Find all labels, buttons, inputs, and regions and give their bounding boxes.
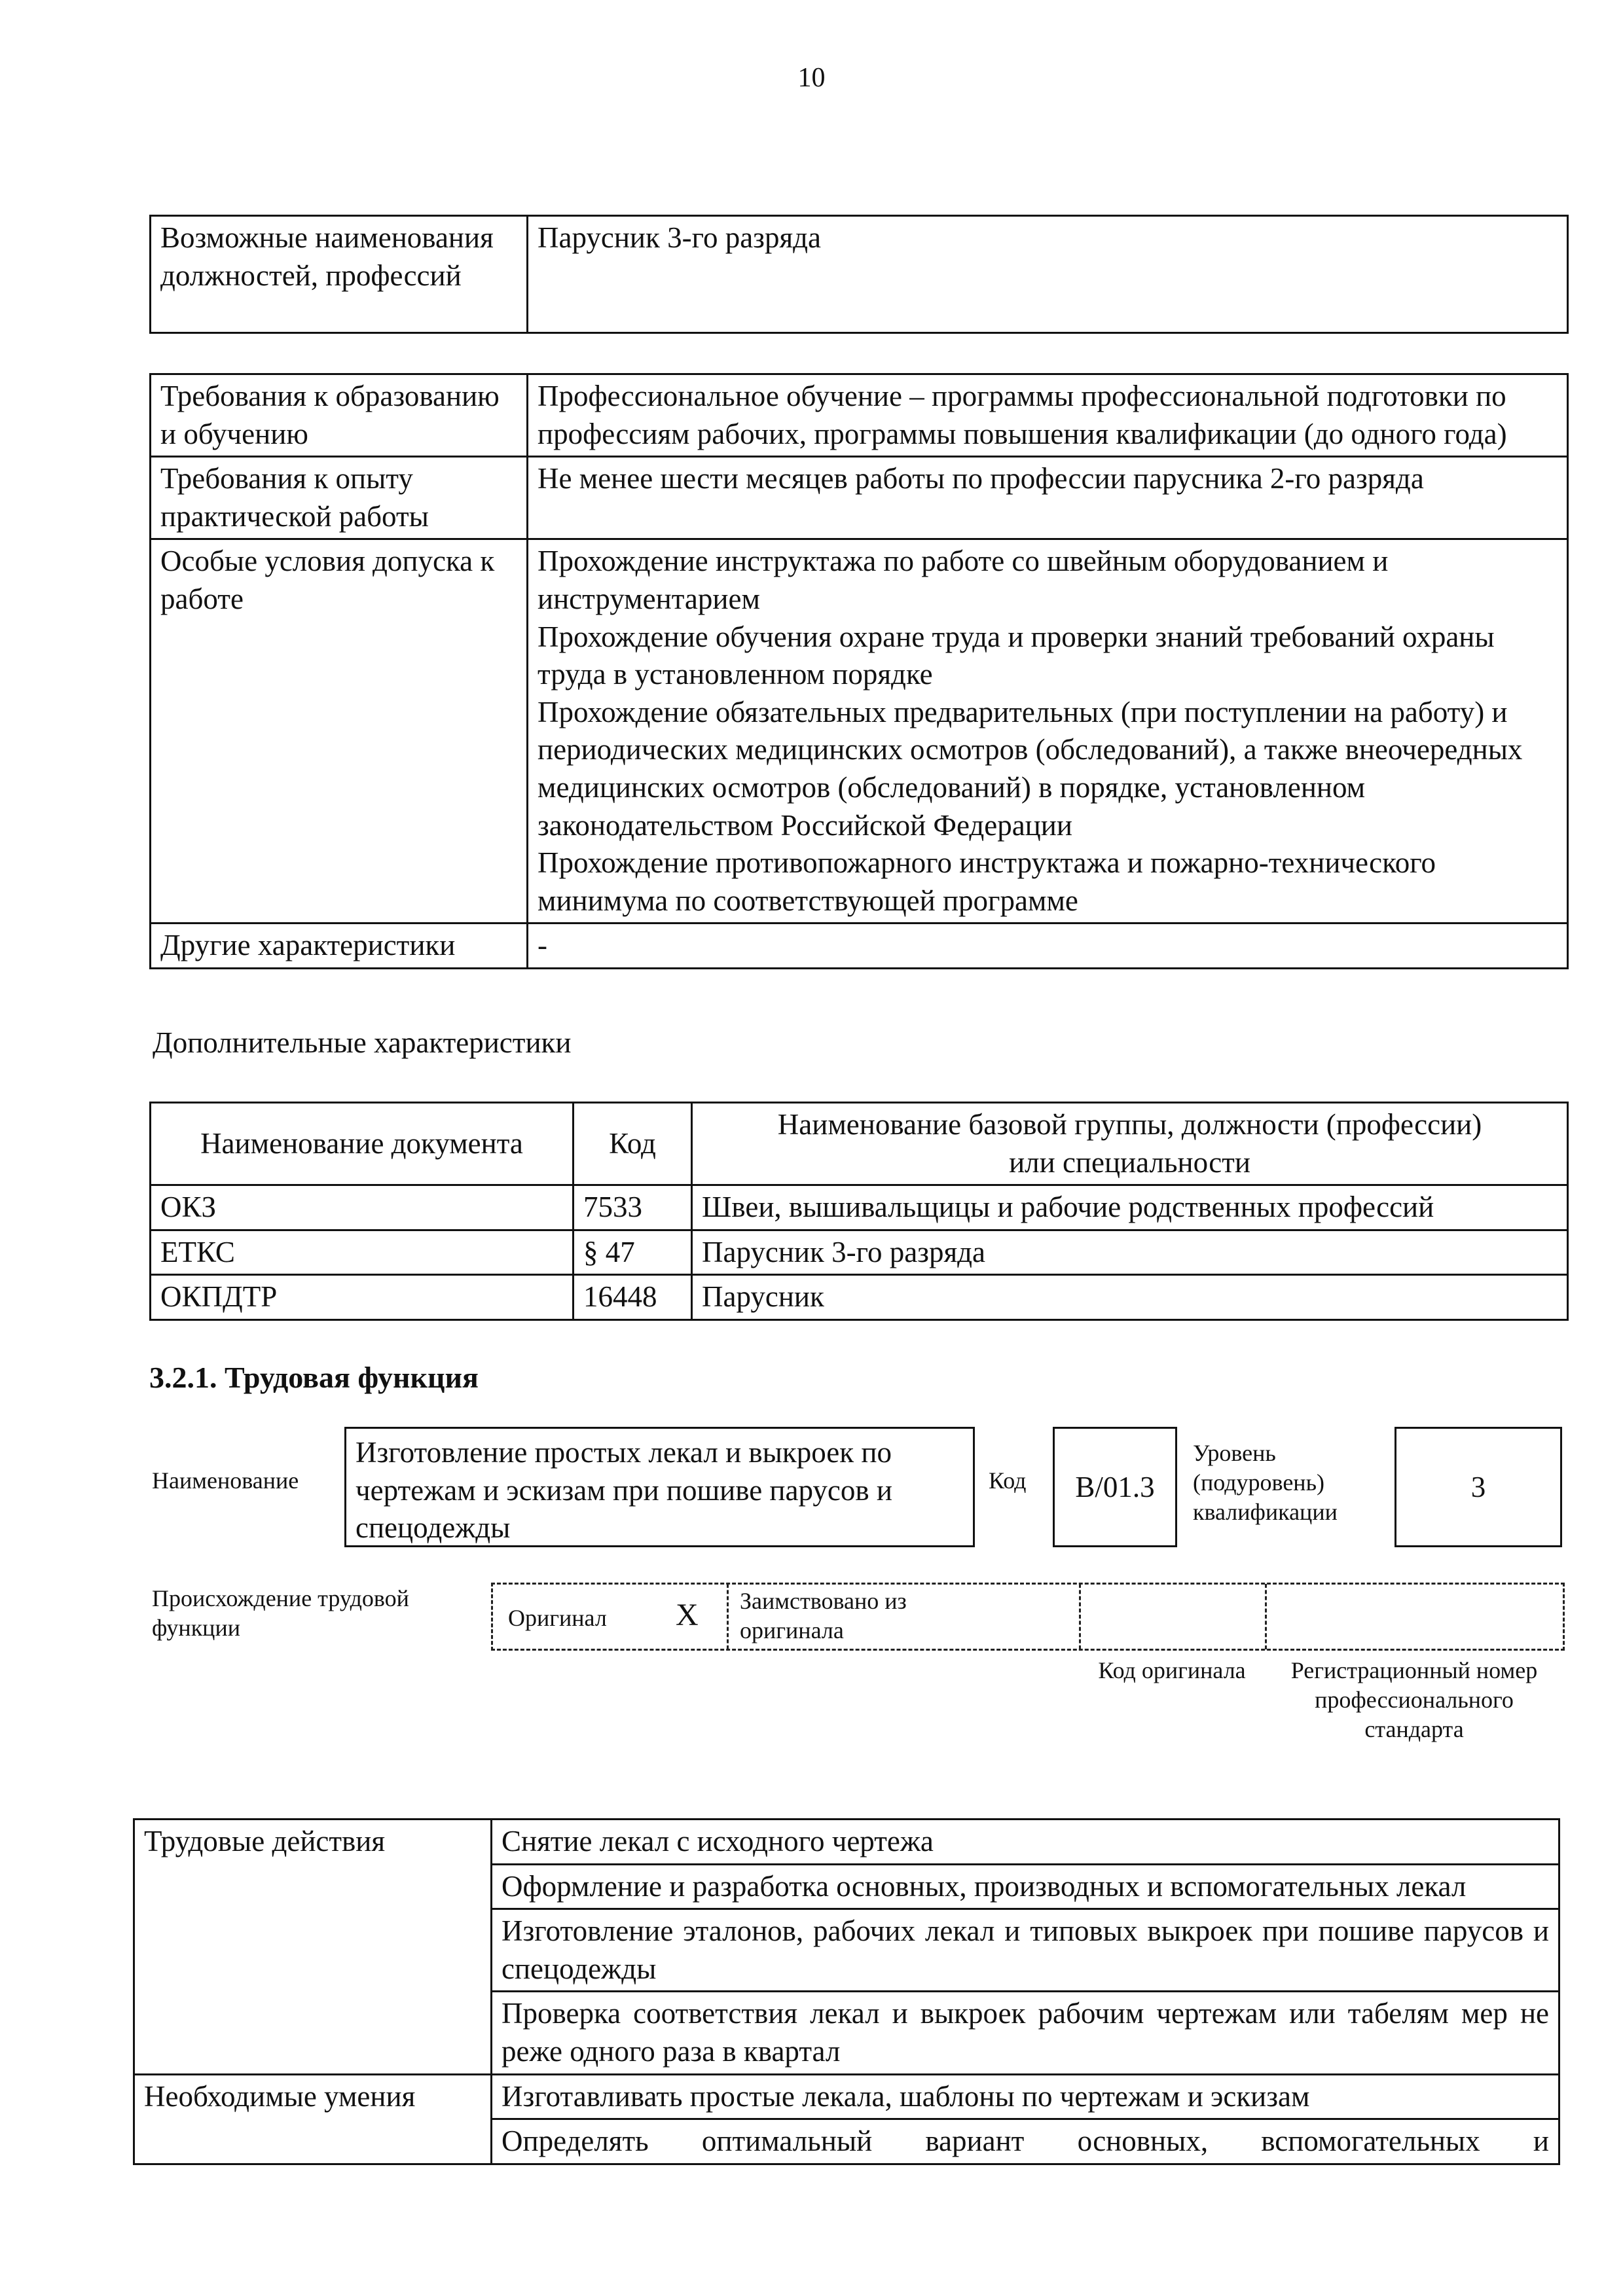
original-mark: X	[676, 1598, 699, 1632]
reg-number-caption: Регистрационный номер профессионального стандарта	[1290, 1657, 1538, 1742]
actions-label: Трудовые действия	[134, 1820, 492, 2075]
row-code: 16448	[574, 1275, 692, 1320]
original-label: Оригинал	[508, 1605, 607, 1631]
code-box	[1053, 1427, 1177, 1547]
actions-table	[133, 1818, 1560, 2165]
table-row	[151, 1230, 1568, 1275]
origin-divider	[1079, 1584, 1081, 1649]
row-group: Швеи, вышивальщицы и рабочие родственных профессий	[692, 1185, 1568, 1230]
skill-item: Изготавливать простые лекала, шаблоны по чертежам и эскизам	[492, 2074, 1559, 2119]
condition-item: Прохождение инструктажа по работе со швейным оборудованием и инструментарием	[538, 545, 1389, 615]
row-document: ЕТКС	[151, 1230, 574, 1275]
name-box	[344, 1427, 975, 1547]
condition-item: Прохождение противопожарного инструктажа и пожарно-технического минимума по соответствующей программе	[538, 846, 1436, 917]
positions-value: Парусник 3-го разряда	[528, 216, 1568, 333]
header-code: Код	[574, 1103, 692, 1185]
conditions-label: Особые условия допуска к работе	[151, 539, 528, 924]
code-label: Код	[989, 1467, 1027, 1494]
condition-item: Прохождение обязательных предварительных (при поступлении на работу) и периодических медицинских осмотров (обследований), а также внеочередных медицинских осмотров (обследований) в порядке, установленном законодательством Российской Федерации	[538, 695, 1523, 842]
action-item: Проверка соответствия лекал и выкроек рабочим чертежам или табелям мер не реже одного раза в квартал	[492, 1992, 1559, 2074]
row-group: Парусник	[692, 1275, 1568, 1320]
action-item: Изготовление эталонов, рабочих лекал и типовых выкроек при пошиве парусов и спецодежды	[492, 1909, 1559, 1992]
name-label: Наименование	[152, 1467, 299, 1494]
experience-label: Требования к опыту практической работы	[151, 457, 528, 539]
other-label: Другие характеристики	[151, 924, 528, 969]
positions-label: Возможные наименования должностей, профессий	[151, 216, 528, 333]
origin-divider	[1265, 1584, 1267, 1649]
row-code: 7533	[574, 1185, 692, 1230]
action-item: Оформление и разработка основных, производных и вспомогательных лекал	[492, 1864, 1559, 1909]
level-box	[1395, 1427, 1562, 1547]
row-code: § 47	[574, 1230, 692, 1275]
action-item: Снятие лекал с исходного чертежа	[492, 1820, 1559, 1865]
conditions-value	[528, 539, 1568, 924]
skill-item: Определять оптимальный вариант основных, вспомогательных и	[492, 2119, 1559, 2164]
positions-table	[149, 215, 1569, 334]
function-heading: 3.2.1. Трудовая функция	[149, 1361, 479, 1394]
origin-label: Происхождение трудовой функции	[152, 1585, 409, 1641]
table-row	[151, 1275, 1568, 1320]
origin-divider	[727, 1584, 729, 1649]
skills-label: Необходимые умения	[134, 2074, 492, 2164]
education-label: Требования к образованию и обучению	[151, 374, 528, 457]
page-number: 10	[797, 63, 826, 93]
requirements-table	[149, 373, 1569, 969]
additional-table	[149, 1102, 1569, 1321]
origin-code-caption: Код оригинала	[1098, 1657, 1246, 1683]
header-group: Наименование базовой группы, должности (профессии) или специальности	[692, 1103, 1568, 1185]
function-level: 3	[1470, 1471, 1486, 1503]
level-label: Уровень (подуровень) квалификации	[1193, 1440, 1338, 1525]
function-code: B/01.3	[1075, 1471, 1155, 1503]
borrowed-label: Заимствовано из оригинала	[740, 1588, 907, 1643]
table-row	[151, 1185, 1568, 1230]
additional-title: Дополнительные характеристики	[153, 1026, 572, 1059]
education-value: Профессиональное обучение – программы профессиональной подготовки по профессиям рабочих, программы повышения квалификации (до одного года)	[528, 374, 1568, 457]
function-name: Изготовление простых лекал и выкроек по чертежам и эскизам при пошиве парусов и спецодежды	[356, 1436, 892, 1545]
other-value: -	[528, 924, 1568, 969]
row-document: ОКЗ	[151, 1185, 574, 1230]
header-document: Наименование документа	[151, 1103, 574, 1185]
origin-box	[491, 1583, 1565, 1651]
experience-value: Не менее шести месяцев работы по профессии парусника 2-го разряда	[528, 457, 1568, 539]
condition-item: Прохождение обучения охране труда и проверки знаний требований охраны труда в установленном порядке	[538, 620, 1495, 691]
row-group: Парусник 3-го разряда	[692, 1230, 1568, 1275]
row-document: ОКПДТР	[151, 1275, 574, 1320]
